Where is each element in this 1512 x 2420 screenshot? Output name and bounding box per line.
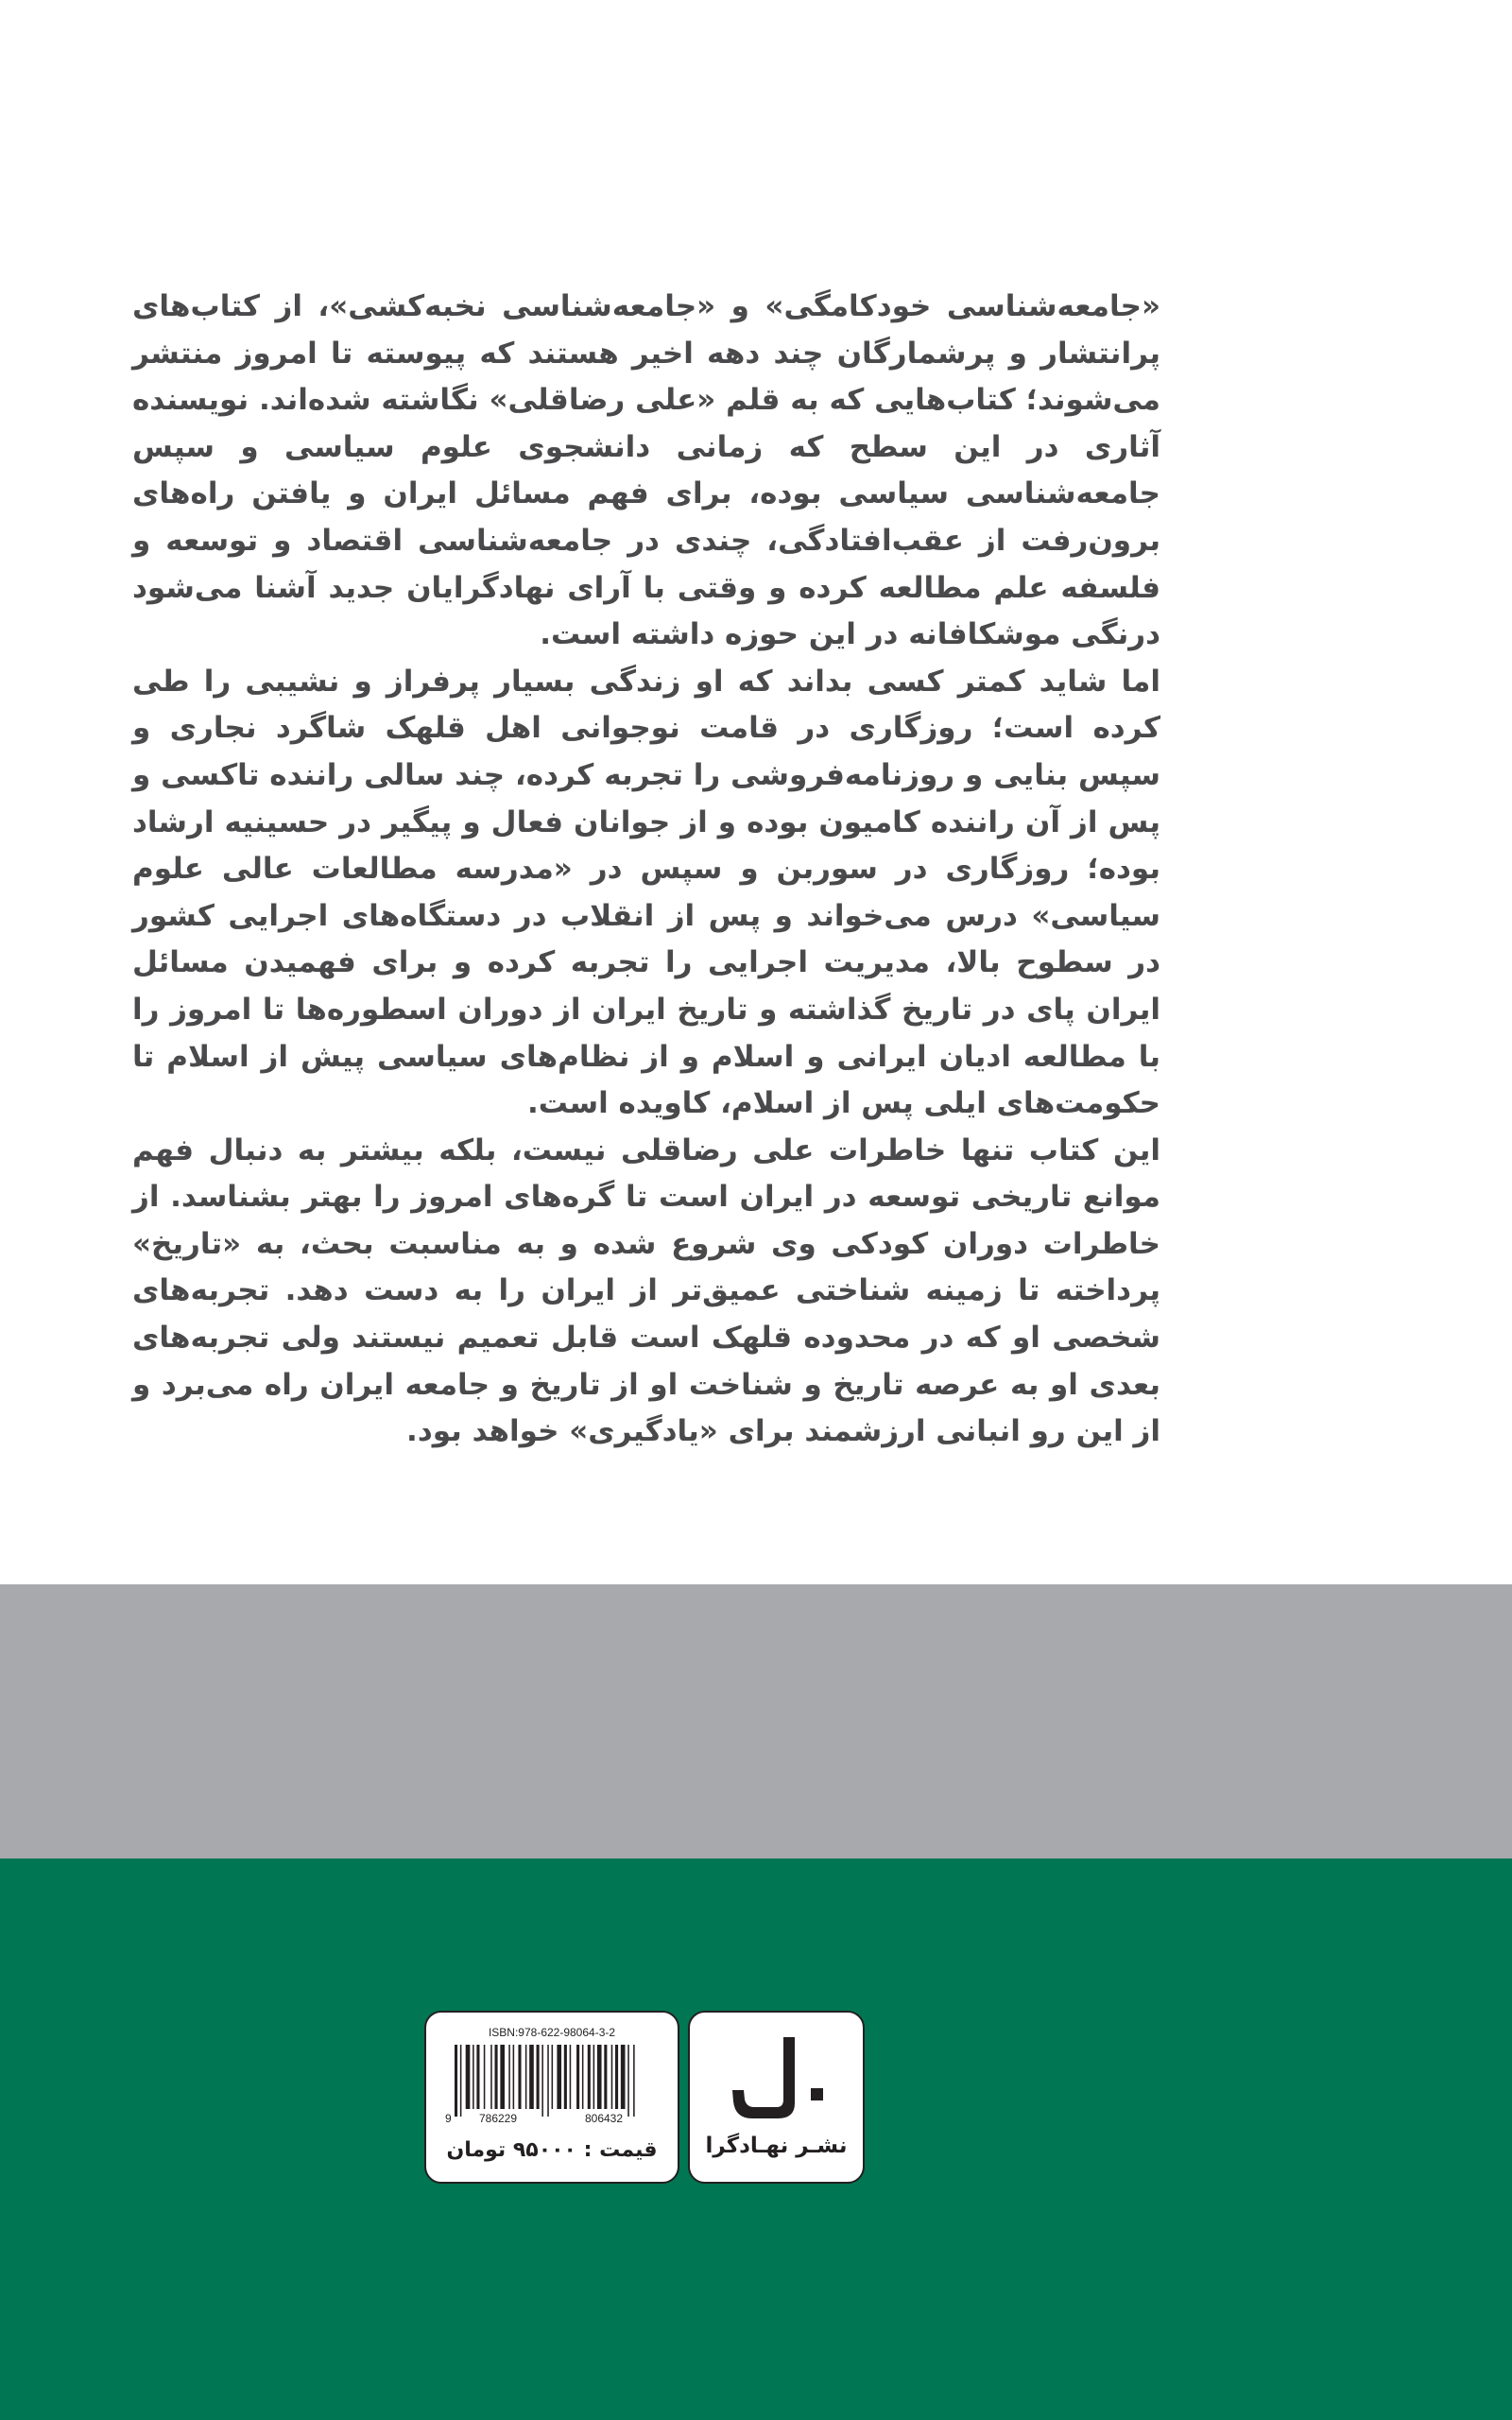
barcode-bar xyxy=(552,2045,554,2109)
barcode-bar xyxy=(500,2045,505,2109)
barcode-bar xyxy=(588,2045,591,2109)
barcode-bar xyxy=(570,2045,572,2109)
publisher-name: نشـر نهـادگرا xyxy=(705,2134,848,2158)
barcode-bar xyxy=(484,2045,486,2109)
barcode-bar xyxy=(513,2045,515,2109)
barcode-bar xyxy=(476,2045,479,2109)
barcode-bar xyxy=(541,2045,543,2117)
barcode xyxy=(443,2043,662,2126)
barcode-bar xyxy=(537,2045,540,2109)
barcode-digits-left: 786229 xyxy=(478,2112,518,2125)
barcode-digits-right: 806432 xyxy=(584,2112,624,2125)
barcode-bar xyxy=(611,2045,613,2109)
barcode-bar xyxy=(508,2045,510,2109)
barcode-bar xyxy=(529,2045,534,2109)
barcode-bar xyxy=(604,2045,607,2109)
barcode-bar xyxy=(466,2045,471,2109)
barcode-bar xyxy=(490,2045,492,2109)
barcode-bar xyxy=(455,2045,457,2117)
barcode-bar xyxy=(633,2045,635,2117)
blurb-paragraph-3: این کتاب تنها خاطرات علی رضاقلی نیست، بلکه بیشتر به دنبال فهم موانع تاریخی توسعه در ایران است تا گره‌های امروز را بهتر بشناسد. از خاطرات دوران کودکی وی شروع شده و به مناسبت بحث، به «تاریخ» پرداخته تا زمینه شناختی عمیق‌تر از ایران را به دست دهد. تجربه‌های شخصی او که در محدوده قلهک است قابل تعمیم نیستند ولی تجربه‌های بعدی او به عرصه تاریخ و شناخت او از تاریخ و جامعه ایران راه می‌برد و از این رو انبانی ارزشمند برای «یادگیری» خواهد بود. xyxy=(132,1132,1160,1449)
barcode-bar xyxy=(525,2045,527,2109)
barcode-bar xyxy=(564,2045,567,2109)
barcode-bar xyxy=(593,2045,595,2109)
publisher-logo-box xyxy=(688,2011,865,2184)
blurb-paragraph-2: اما شاید کمتر کسی بداند که او زندگی بسیار پرفراز و نشیبی را طی کرده است؛ روزگاری در قامت نوجوانی اهل قلهک شاگرد نجاری و سپس بنایی و روزنامه‌فروشی را تجربه کرده، چند سالی راننده تاکسی و پس از آن راننده کامیون بوده و از جوانان فعال و پیگیر در حسینیه ارشاد بوده؛ روزگاری در سوربن و سپس در «مدرسه مطالعات عالی علوم سیاسی» درس می‌خواند و پس از انقلاب در دستگاه‌های اجرایی کشور در سطوح بالا، مدیریت اجرایی را تجربه کرده و برای فهمیدن مسائل ایران پای در تاریخ گذاشته و تاریخ ایران از دوران اسطوره‌ها تا امروز را با مطالعه ادیان ایرانی و اسلام و از نظام‌های سیاسی پیش از اسلام تا حکومت‌های ایلی پس از اسلام، کاویده است. xyxy=(132,664,1160,1121)
barcode-bar xyxy=(621,2045,626,2109)
barcode-bar xyxy=(472,2045,474,2109)
barcode-bar xyxy=(582,2045,584,2109)
barcode-bar xyxy=(460,2045,462,2117)
barcode-bar xyxy=(495,2045,498,2109)
publisher-logo-lam-icon xyxy=(724,2033,833,2126)
barcode-bar xyxy=(615,2045,618,2109)
barcode-bar xyxy=(547,2045,549,2117)
barcode-bar xyxy=(557,2045,561,2109)
barcode-bar xyxy=(597,2045,602,2109)
barcode-bar xyxy=(627,2045,629,2117)
barcode-bars xyxy=(455,2045,635,2117)
book-description xyxy=(132,284,1160,1456)
blurb-paragraph-1: «جامعه‌شناسی خودکامگی» و «جامعه‌شناسی نخبه‌کشی»، از کتاب‌های پرانتشار و پرشمارگان چند دهه اخیر هستند که پیوسته تا امروز منتشر می‌شوند؛ کتاب‌هایی که به قلم «علی رضاقلی» نگاشته شده‌اند. نویسنده آثاری در این سطح که زمانی دانشجوی علوم سیاسی و سپس جامعه‌شناسی سیاسی بوده، برای فهم مسائل ایران و یافتن راه‌های برون‌رفت از عقب‌افتادگی، چندی در جامعه‌شناسی اقتصاد و توسعه و فلسفه علم مطالعه کرده و وقتی با آرای نهادگرایان جدید آشنا می‌شود درنگی موشکافانه در این حوزه داشته است. xyxy=(132,289,1160,652)
isbn-number: ISBN:978-622-98064-3-2 xyxy=(488,2026,616,2039)
barcode-bar xyxy=(576,2045,579,2109)
barcode-box xyxy=(424,2011,679,2184)
price-label: قیمت : ۹۵۰۰۰ تومان xyxy=(446,2138,658,2162)
barcode-digits-lead: 9 xyxy=(445,2112,452,2125)
barcode-bar xyxy=(518,2045,521,2109)
gray-band xyxy=(0,1584,1512,1858)
